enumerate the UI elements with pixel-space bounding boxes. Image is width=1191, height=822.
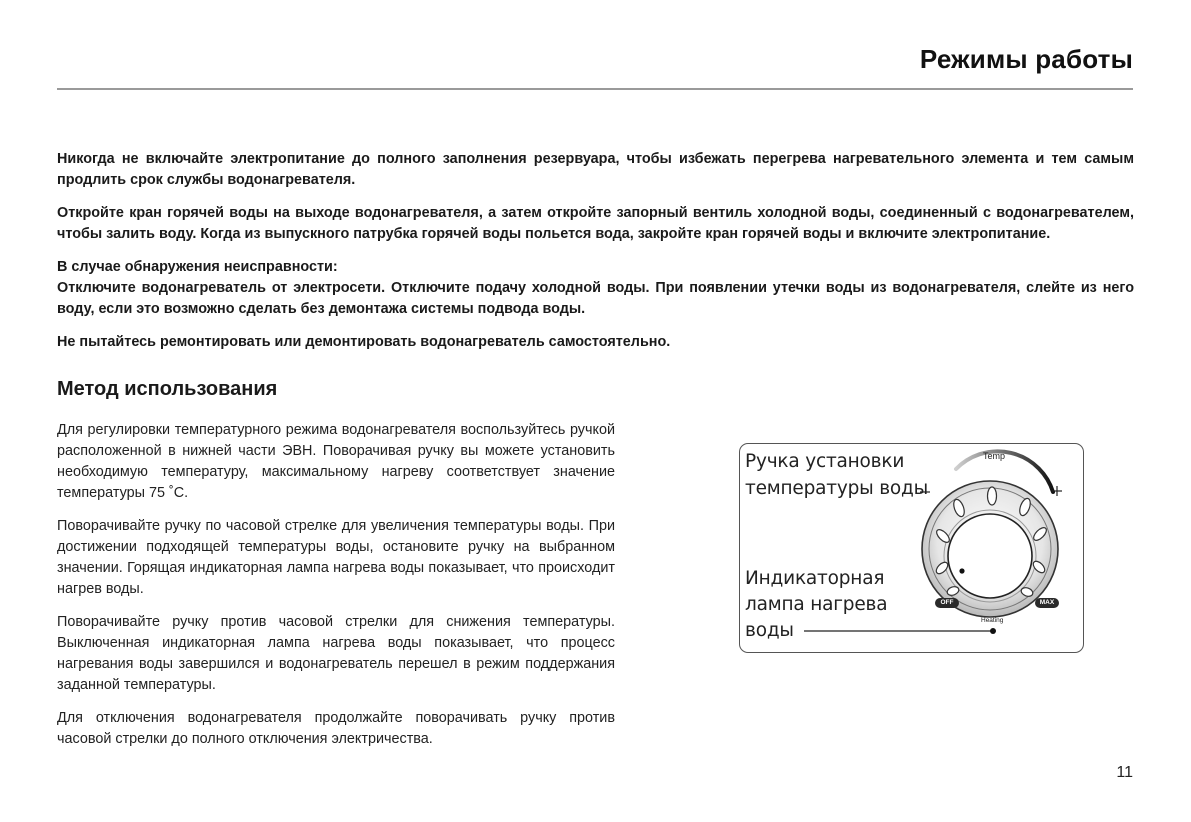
lamp-label-line: Индикаторная [745,568,885,589]
warnings-block [57,149,1134,365]
heating-label: Heating [981,617,1004,624]
knob-dial [948,514,1032,598]
off-label: OFF [940,599,954,606]
usage-paragraph: Поворачивайте ручку по часовой стрелке для увеличения температуры воды. При достижении подходящей температуры воды, остановите ручку на выбранном значении. Горящая индикаторная лампа нагрева воды показывает, что происходит нагрев воды. [57,518,615,597]
fault-heading: В случае обнаружения неисправности: [57,259,338,275]
lamp-label-line: лампа нагрева [745,594,888,615]
knob-label-line: Ручка установки [745,451,905,472]
warning-repair: Не пытайтесь ремонтировать или демонтировать водонагреватель самостоятельно. [57,334,671,350]
section-heading: Метод использования [57,378,278,400]
lamp-label-line: воды [745,620,794,641]
usage-paragraph: Для регулировки температурного режима водонагревателя воспользуйтесь ручкой расположенной в нижней части ЭВН. Поворачивая ручку вы можете установить необходимую температуру, максимальному нагреву соответствует значение температуры 75 ˚С. [57,422,615,501]
knob-label-line: температуры воды [745,478,929,499]
warning-filling: Откройте кран горячей воды на выходе водонагревателя, а затем откройте запорный вентиль холодной воды, соединенный с водонагревателем, чтобы залить воду. Когда из выпускного патрубка горячей воды польется вода, закройте кран горячей воды и включите электропитание. [57,205,1134,242]
warning-power: Никогда не включайте электропитание до полного заполнения резервуара, чтобы избежать перегрева нагревательного элемента и тем самым продлить срок службы водонагревателя. [57,151,1134,188]
fault-block [57,257,1134,320]
max-label: MAX [1039,599,1055,606]
page-number: 11 [1116,764,1133,781]
temp-label: Temp [983,451,1006,461]
page-title: Режимы работы [919,44,1133,74]
title-divider [57,88,1133,90]
usage-paragraph: Поворачивайте ручку против часовой стрелки для снижения температуры. Выключенная индикаторная лампа нагрева воды показывает, что процесс нагревания воды завершился и водонагреватель перешел в режим поддержания заданной температуры. [57,614,615,693]
fault-text: Отключите водонагреватель от электросети. Отключите подачу холодной воды. При появлении утечки воды из водонагревателя, слейте из него воду, если это возможно сделать без демонтажа системы подвода воды. [57,280,1134,317]
usage-text [57,420,615,762]
usage-paragraph: Для отключения водонагревателя продолжайте поворачивать ручку против часовой стрелки до полного отключения электричества. [57,710,615,747]
thermostat-diagram [739,443,1084,653]
